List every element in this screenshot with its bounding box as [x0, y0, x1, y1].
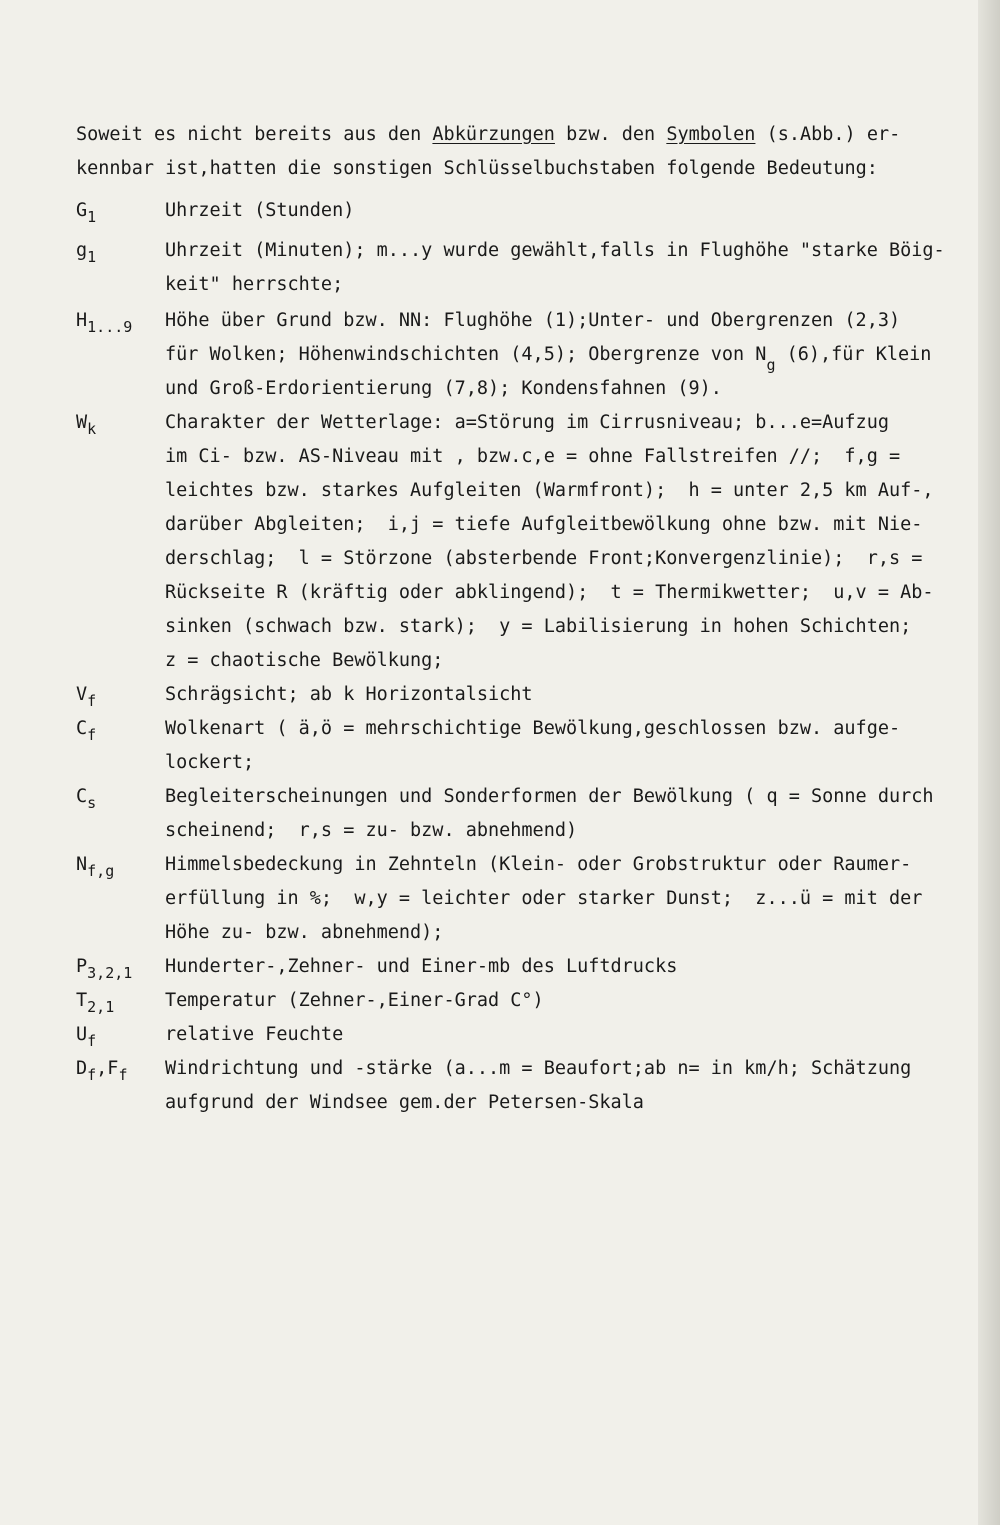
intro-text: bzw. den	[554, 124, 667, 145]
description-line: lockert;	[165, 752, 255, 773]
symbol: $V_f$	[76, 684, 97, 710]
symbol: $N_{f,g}$	[76, 854, 115, 880]
legend-entry-g1-hours	[76, 194, 966, 228]
symbol: $W_k$	[76, 412, 97, 438]
description-line: Hunderter-,Zehner- und Einer-mb des Luftdrucks	[165, 956, 678, 977]
document-body	[76, 118, 966, 1120]
description-line: für Wolken; Höhenwindschichten (4,5); Obergrenze von $N_g$ (6),für Klein	[165, 344, 932, 374]
description-line: Begleiterscheinungen und Sonderformen der Bewölkung ( q = Sonne durch	[165, 786, 934, 807]
intro-line-1	[76, 118, 966, 152]
intro-paragraph	[76, 118, 966, 186]
description-line: Höhe über Grund bzw. NN: Flughöhe (1);Unter- und Obergrenzen (2,3)	[165, 310, 901, 331]
description-line: Himmelsbedeckung in Zehnteln (Klein- oder Grobstruktur oder Raumer-	[165, 854, 912, 875]
description-line: leichtes bzw. starkes Aufgleiten (Warmfront); h = unter 2,5 km Auf-,	[165, 480, 934, 501]
symbol: $g_1$	[76, 240, 97, 266]
legend-entry-cs-phenomena	[76, 780, 966, 848]
intro-line-2: kennbar ist,hatten die sonstigen Schlüsselbuchstaben folgende Bedeutung:	[76, 158, 878, 179]
legend-entry-t-temperature	[76, 984, 966, 1018]
symbol: $D_f,F_f$	[76, 1058, 128, 1084]
intro-text: (s.Abb.) er-	[755, 124, 901, 145]
description-line: Uhrzeit (Minuten); m...y wurde gewählt,falls in Flughöhe "starke Böig-	[165, 240, 945, 261]
description-line: darüber Abgleiten; i,j = tiefe Aufgleitbewölkung ohne bzw. mit Nie-	[165, 514, 923, 535]
description-line: Höhe zu- bzw. abnehmend);	[165, 922, 444, 943]
description-line: Charakter der Wetterlage: a=Störung im Cirrusniveau; b...e=Aufzug	[165, 412, 889, 433]
intro-text: Soweit es nicht bereits aus den	[76, 124, 433, 145]
abbreviations-term: Abkürzungen	[432, 124, 555, 145]
symbol: $H_{1...9}$	[76, 310, 133, 336]
description-line: z = chaotische Bewölkung;	[165, 650, 444, 671]
description-line: Uhrzeit (Stunden)	[165, 200, 355, 221]
legend-entry-cf-cloud-type	[76, 712, 966, 780]
description-line: sinken (schwach bzw. stark); y = Labilisierung in hohen Schichten;	[165, 616, 912, 637]
legend-entry-vf-visibility	[76, 678, 966, 712]
description-line: keit" herrschte;	[165, 274, 344, 295]
description-line: im Ci- bzw. AS-Niveau mit , bzw.c,e = ohne Fallstreifen //; f,g =	[165, 446, 901, 467]
description-line: Wolkenart ( ä,ö = mehrschichtige Bewölkung,geschlossen bzw. aufge-	[165, 718, 901, 739]
description-line: und Groß-Erdorientierung (7,8); Kondensfahnen (9).	[165, 378, 722, 399]
symbol: $U_f$	[76, 1024, 97, 1050]
description-line: Temperatur (Zehner-,Einer-Grad C°)	[165, 990, 544, 1011]
description-line: erfüllung in %; w,y = leichter oder starker Dunst; z...ü = mit der	[165, 888, 923, 909]
symbols-term: Symbolen	[666, 124, 756, 145]
legend-entry-p-pressure	[76, 950, 966, 984]
legend-entry-nfg-sky-cover	[76, 848, 966, 950]
legend-entry-h-heights	[76, 304, 966, 406]
legend-entry-df-ff-wind	[76, 1052, 966, 1120]
symbol: $C_f$	[76, 718, 97, 744]
description-line: derschlag; l = Störzone (absterbende Front;Konvergenzlinie); r,s =	[165, 548, 923, 569]
description-line: relative Feuchte	[165, 1024, 344, 1045]
description-line: Schrägsicht; ab k Horizontalsicht	[165, 684, 533, 705]
symbol: $G_1$	[76, 200, 97, 226]
page-edge	[978, 0, 1000, 1525]
description-line: scheinend; r,s = zu- bzw. abnehmend)	[165, 820, 578, 841]
symbol: $C_s$	[76, 786, 97, 812]
description-line: Rückseite R (kräftig oder abklingend); t = Thermikwetter; u,v = Ab-	[165, 582, 934, 603]
symbol: $P_{3,2,1}$	[76, 956, 133, 982]
legend-entry-wk-weather-situation	[76, 406, 966, 678]
legend-entry-uf-humidity	[76, 1018, 966, 1052]
legend-entry-g1-minutes	[76, 234, 966, 302]
description-line: Windrichtung und -stärke (a...m = Beaufort;ab n= in km/h; Schätzung	[165, 1058, 912, 1079]
symbol: $T_{2,1}$	[76, 990, 115, 1016]
description-line: aufgrund der Windsee gem.der Petersen-Skala	[165, 1092, 644, 1113]
